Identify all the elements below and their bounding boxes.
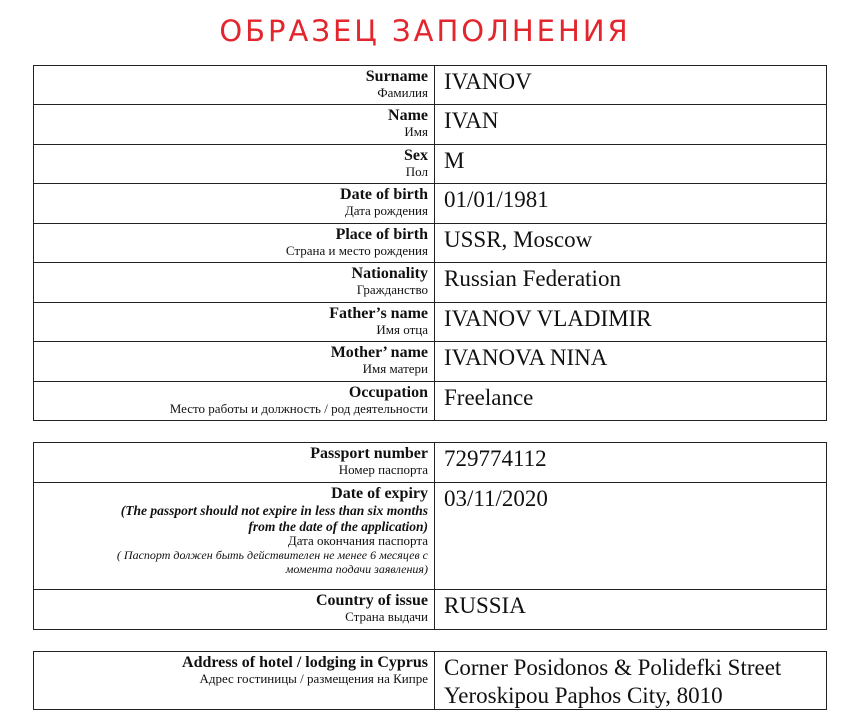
expiry-note-ru: момента подачи заявления) (285, 562, 428, 577)
field-label (34, 652, 435, 710)
field-value-sex: M (435, 145, 827, 184)
label-ru: Фамилия (377, 85, 428, 101)
label-en: Name (388, 107, 428, 124)
personal-data-table (33, 65, 827, 421)
table-row (34, 443, 827, 483)
field-value-surname: IVANOV (435, 66, 827, 105)
label-en: Address of hotel / lodging in Cyprus (182, 654, 428, 671)
table-row (34, 145, 827, 184)
table-row (34, 263, 827, 303)
label-en: Date of expiry (331, 485, 428, 502)
field-value-date-of-birth: 01/01/1981 (435, 184, 827, 224)
field-label (34, 66, 435, 105)
table-row (34, 382, 827, 421)
table-row (34, 342, 827, 382)
label-en: Nationality (351, 265, 428, 282)
passport-data-table (33, 442, 827, 630)
table-row (34, 224, 827, 263)
label-en: Father’s name (329, 305, 428, 322)
expiry-note-ru: ( Паспорт должен быть действителен не менее 6 месяцев с (116, 548, 428, 563)
field-value-mothers-name: IVANOVA NINA (435, 342, 827, 382)
expiry-note-en: from the date of the application) (248, 518, 428, 534)
label-en: Date of birth (340, 186, 428, 203)
label-ru: Пол (405, 164, 428, 180)
expiry-note-en: (The passport should not expire in less than six months (120, 503, 428, 519)
field-label (34, 184, 435, 224)
page-title: ОБРАЗЕЦ ЗАПОЛНЕНИЯ (219, 14, 631, 48)
label-ru: Место работы и должность / род деятельности (169, 401, 428, 417)
label-ru: Страна выдачи (345, 609, 428, 625)
label-ru: Имя отца (376, 322, 428, 338)
field-value-date-of-expiry: 03/11/2020 (435, 483, 827, 590)
field-label (34, 483, 435, 590)
table-row (34, 652, 827, 710)
field-value-occupation: Freelance (435, 382, 827, 421)
table-row (34, 303, 827, 342)
address-line-1: Corner Posidonos & Polidefki Street (444, 655, 782, 680)
field-label (34, 590, 435, 630)
address-line-2: Yeroskipou Paphos City, 8010 (444, 682, 723, 708)
label-en: Place of birth (335, 226, 428, 243)
field-label (34, 105, 435, 145)
field-label (34, 382, 435, 421)
label-en: Mother’ name (330, 344, 428, 361)
label-en: Passport number (310, 445, 428, 462)
field-label (34, 263, 435, 303)
label-en: Country of issue (315, 592, 428, 609)
label-ru: Имя матери (362, 361, 428, 377)
label-ru: Имя (404, 124, 428, 140)
field-value-name: IVAN (435, 105, 827, 145)
address-table (33, 651, 827, 710)
label-en: Surname (365, 68, 428, 85)
field-label (34, 145, 435, 184)
field-value-nationality: Russian Federation (435, 263, 827, 303)
label-en: Sex (404, 147, 428, 164)
label-ru: Страна и место рождения (285, 243, 428, 259)
field-label (34, 443, 435, 483)
field-value-country-of-issue: RUSSIA (435, 590, 827, 630)
label-ru: Дата рождения (344, 203, 428, 219)
label-en: Occupation (348, 384, 428, 401)
table-row (34, 66, 827, 105)
field-value-address (435, 652, 827, 710)
label-ru: Номер паспорта (338, 462, 428, 478)
label-ru: Дата окончания паспорта (287, 533, 428, 549)
table-row (34, 483, 827, 590)
field-value-place-of-birth: USSR, Moscow (435, 224, 827, 263)
field-label (34, 224, 435, 263)
table-row (34, 105, 827, 145)
field-label (34, 342, 435, 382)
field-value-fathers-name: IVANOV VLADIMIR (435, 303, 827, 342)
field-value-passport-number: 729774112 (435, 443, 827, 483)
label-ru: Гражданство (356, 282, 428, 298)
field-label (34, 303, 435, 342)
table-row (34, 590, 827, 630)
label-ru: Адрес гостиницы / размещения на Кипре (199, 671, 428, 687)
table-row (34, 184, 827, 224)
